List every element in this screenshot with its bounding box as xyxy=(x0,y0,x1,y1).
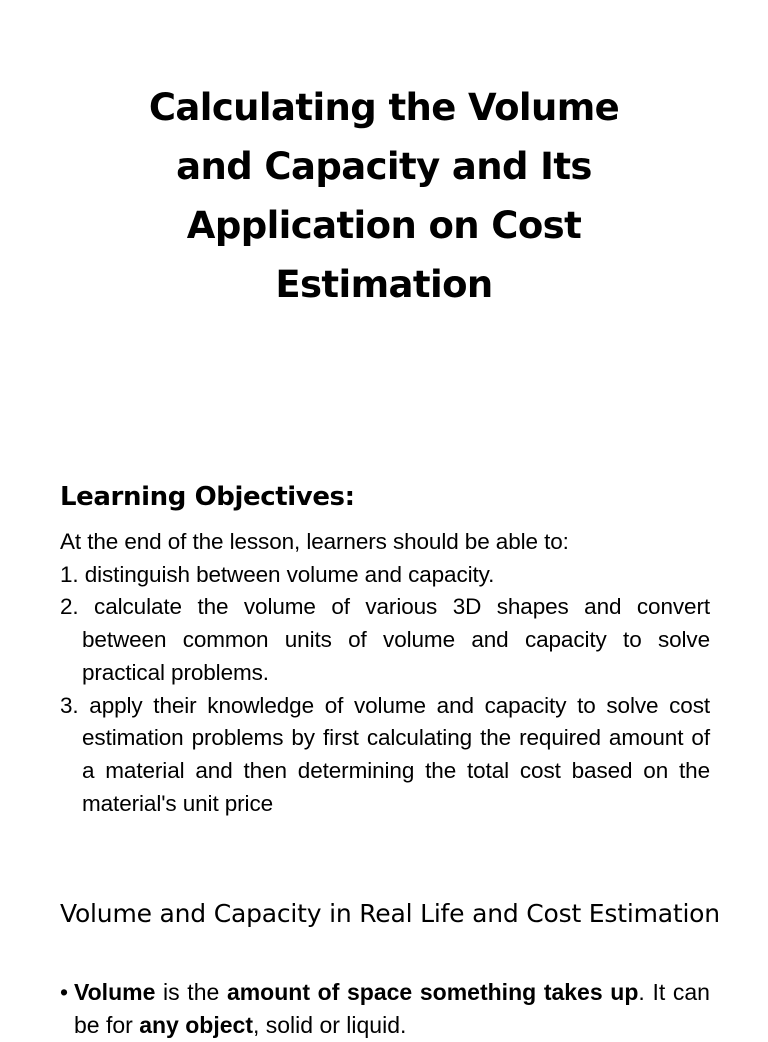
learning-objectives-list xyxy=(60,526,710,820)
page-title xyxy=(100,78,668,314)
title-line: Estimation xyxy=(275,263,493,306)
bullet-emphasis: any object xyxy=(139,1012,253,1038)
bullet-term: Volume xyxy=(74,979,156,1005)
bullet-list xyxy=(60,976,710,1042)
bullet-text: . It can be for xyxy=(74,979,710,1038)
learning-objectives-heading: Learning Objectives: xyxy=(60,482,355,512)
objective-item: 3. apply their knowledge of volume and capacity to solve cost estimation problems by first calculating the required amount of a material and then determining the total cost based on the material's unit price xyxy=(60,692,710,816)
bullet-text: , solid or liquid. xyxy=(252,1012,407,1038)
bullet-marker: • xyxy=(60,979,69,1005)
title-line: Calculating the Volume xyxy=(148,86,620,129)
title-line: and Capacity and Its xyxy=(176,145,592,188)
title-line: Application on Cost xyxy=(186,204,582,247)
objective-item: 1. distinguish between volume and capacity. xyxy=(60,561,495,587)
objective-item: 2. calculate the volume of various 3D shapes and convert between common units of volume and capacity to solve practical problems. xyxy=(60,594,710,685)
objectives-intro: At the end of the lesson, learners should be able to: xyxy=(60,529,569,554)
bullet-text: is the xyxy=(155,979,227,1005)
section-heading: Volume and Capacity in Real Life and Cost Estimation xyxy=(60,899,720,928)
bullet-item xyxy=(60,976,710,1042)
bullet-emphasis: amount of space something takes up xyxy=(226,979,639,1005)
